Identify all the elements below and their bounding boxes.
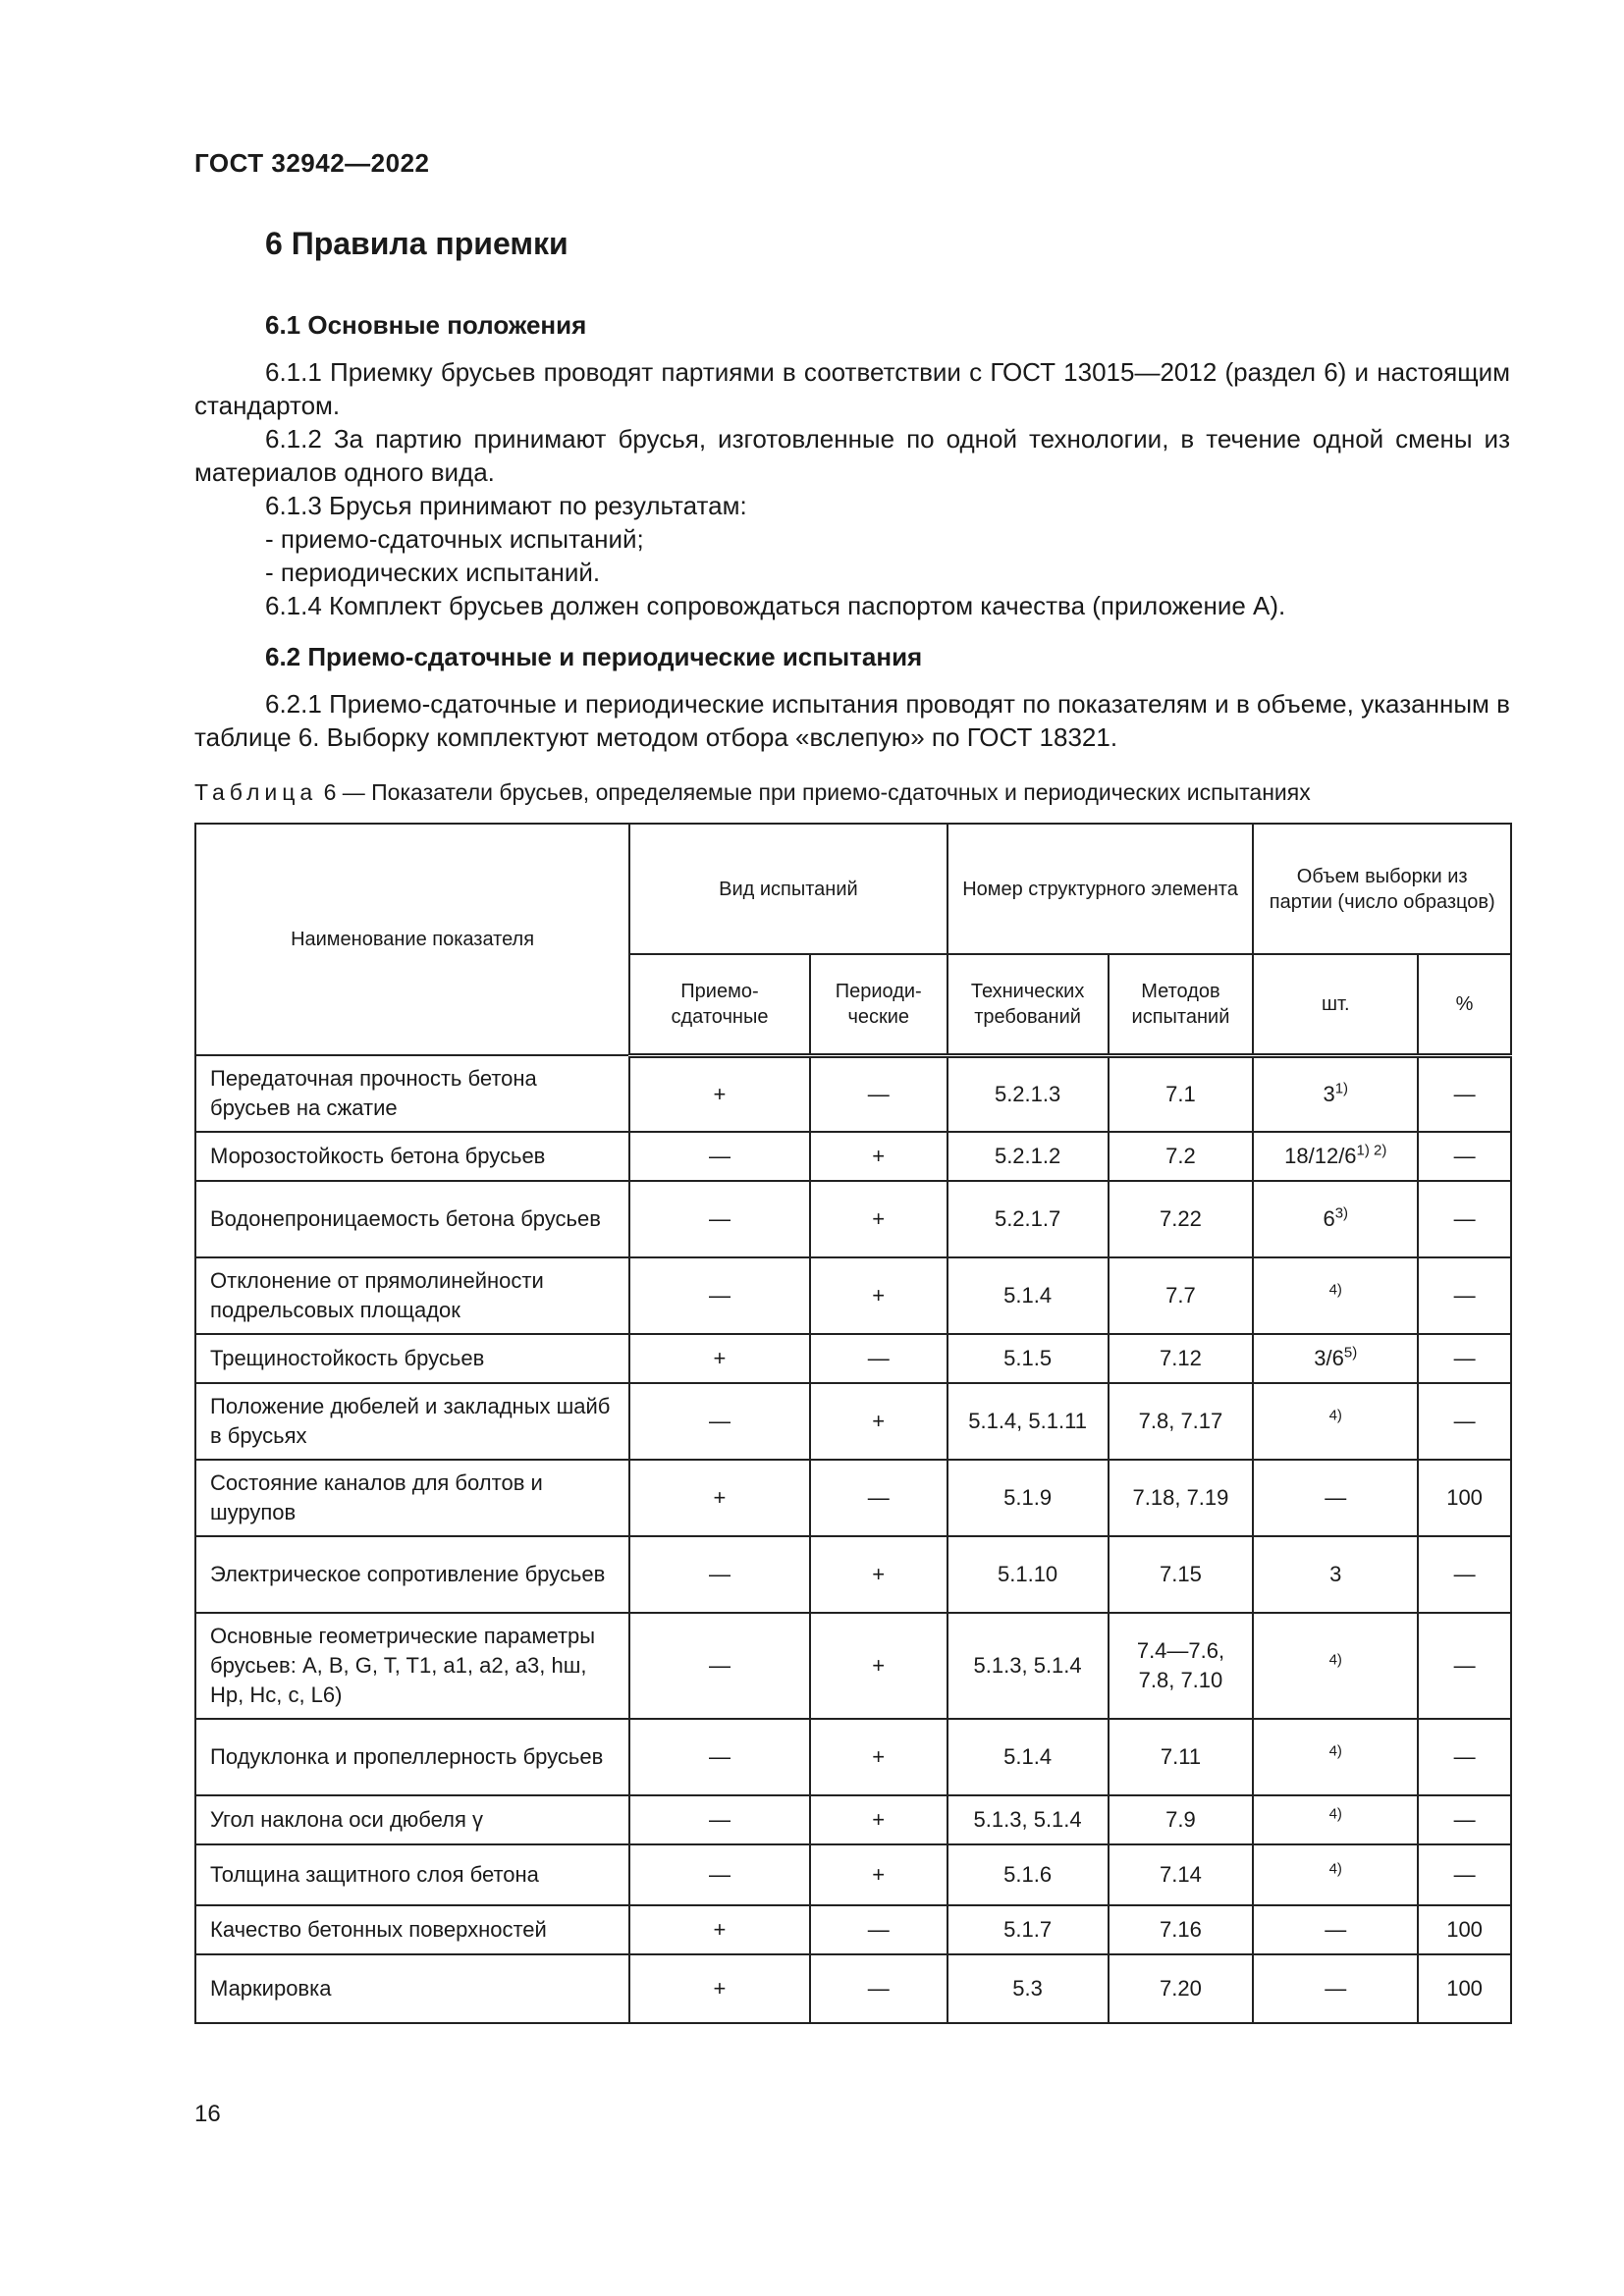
cell-test-method	[1109, 1795, 1254, 1844]
cell-periodic	[810, 1954, 947, 2023]
cell-tech-requirement-value: 5.1.4, 5.1.11	[968, 1409, 1087, 1433]
cell-test-method	[1109, 1954, 1254, 2023]
subsection-title-6-1: 6.1 Основные положения	[265, 310, 587, 340]
table-row	[195, 1954, 1511, 2023]
cell-pieces	[1253, 1181, 1418, 1257]
cell-test-method	[1109, 1055, 1254, 1132]
cell-percent-value: 100	[1446, 1976, 1483, 2001]
cell-pieces	[1253, 1536, 1418, 1613]
cell-tech-requirement-value: 5.2.1.2	[994, 1144, 1061, 1168]
cell-periodic	[810, 1460, 947, 1536]
cell-acceptance	[629, 1334, 810, 1383]
header-sample-volume: Объем выборки из партии (число образцов)	[1253, 824, 1511, 954]
cell-test-method-value: 7.8, 7.17	[1138, 1409, 1223, 1433]
cell-test-method	[1109, 1719, 1254, 1795]
cell-tech-requirement-value: 5.2.1.7	[994, 1206, 1061, 1231]
cell-percent	[1418, 1132, 1511, 1181]
cell-pieces-value: 3	[1323, 1081, 1335, 1106]
cell-acceptance	[629, 1954, 810, 2023]
cell-test-method-value: 7.7	[1165, 1283, 1196, 1308]
paragraph-6-1-1: 6.1.1 Приемку брусьев проводят партиями в соответствии с ГОСТ 13015—2012 (раздел 6) и настоящим стандартом.	[194, 357, 1510, 420]
section-6-2-body	[194, 687, 1510, 754]
cell-acceptance-value: —	[708, 1144, 731, 1168]
page-number: 16	[194, 2101, 221, 2127]
cell-periodic-value: —	[867, 1976, 890, 2001]
cell-tech-requirement	[947, 1613, 1109, 1719]
cell-indicator-name	[195, 1536, 629, 1613]
paragraph-6-1-3: 6.1.3 Брусья принимают по результатам:	[265, 491, 747, 520]
cell-percent	[1418, 1954, 1511, 2023]
cell-pieces-value: —	[1325, 1917, 1347, 1942]
cell-acceptance	[629, 1132, 810, 1181]
cell-percent-value: —	[1453, 1807, 1476, 1832]
cell-indicator-name-value: Толщина защитного слоя бетона	[210, 1862, 539, 1887]
cell-test-method	[1109, 1132, 1254, 1181]
cell-acceptance	[629, 1795, 810, 1844]
cell-pieces-value: 3	[1329, 1562, 1342, 1586]
table-row	[195, 1905, 1511, 1954]
cell-periodic-value: +	[872, 1144, 886, 1168]
cell-acceptance	[629, 1536, 810, 1613]
cell-percent	[1418, 1844, 1511, 1905]
cell-indicator-name-value: Отклонение от прямолинейности подрельсовых площадок	[210, 1268, 544, 1322]
cell-acceptance-value: —	[708, 1409, 731, 1433]
cell-tech-requirement-value: 5.2.1.3	[994, 1081, 1061, 1106]
cell-percent-value: —	[1453, 1081, 1476, 1106]
cell-indicator-name	[195, 1954, 629, 2023]
indicators-table	[194, 823, 1512, 2024]
footnote-ref: 4)	[1328, 1651, 1342, 1669]
cell-indicator-name-value: Морозостойкость бетона брусьев	[210, 1144, 546, 1168]
cell-test-method-value: 7.1	[1165, 1081, 1196, 1106]
cell-percent	[1418, 1905, 1511, 1954]
cell-test-method	[1109, 1844, 1254, 1905]
cell-tech-requirement	[947, 1795, 1109, 1844]
cell-periodic	[810, 1905, 947, 1954]
footnote-ref: 5)	[1343, 1344, 1358, 1362]
cell-percent	[1418, 1536, 1511, 1613]
cell-tech-requirement	[947, 1257, 1109, 1334]
cell-tech-requirement-value: 5.1.5	[1003, 1346, 1053, 1370]
cell-tech-requirement-value: 5.1.9	[1003, 1485, 1053, 1510]
cell-indicator-name-value: Угол наклона оси дюбеля γ	[210, 1807, 483, 1832]
cell-percent	[1418, 1795, 1511, 1844]
cell-periodic-value: +	[872, 1653, 886, 1678]
cell-acceptance-value: +	[713, 1976, 727, 2001]
cell-periodic	[810, 1055, 947, 1132]
cell-periodic-value: +	[872, 1206, 886, 1231]
cell-test-method-value: 7.12	[1160, 1346, 1202, 1370]
table-row	[195, 1844, 1511, 1905]
cell-indicator-name	[195, 1719, 629, 1795]
footnote-ref: 1) 2)	[1356, 1142, 1387, 1159]
cell-pieces	[1253, 1055, 1418, 1132]
table-row	[195, 1132, 1511, 1181]
cell-indicator-name	[195, 1383, 629, 1460]
cell-acceptance-value: —	[708, 1653, 731, 1678]
cell-indicator-name	[195, 1132, 629, 1181]
cell-periodic-value: —	[867, 1917, 890, 1942]
cell-test-method-value: 7.4—7.6, 7.8, 7.10	[1136, 1638, 1225, 1692]
cell-percent	[1418, 1383, 1511, 1460]
header-indicator-name: Наименование показателя	[195, 824, 629, 1055]
table-row	[195, 1719, 1511, 1795]
cell-pieces-value: 3/6	[1314, 1346, 1344, 1370]
cell-test-method-value: 7.14	[1160, 1862, 1202, 1887]
cell-percent	[1418, 1181, 1511, 1257]
cell-periodic	[810, 1383, 947, 1460]
table-row	[195, 1536, 1511, 1613]
cell-tech-requirement	[947, 1055, 1109, 1132]
cell-test-method	[1109, 1181, 1254, 1257]
cell-periodic	[810, 1132, 947, 1181]
cell-acceptance	[629, 1383, 810, 1460]
cell-tech-requirement-value: 5.1.3, 5.1.4	[973, 1807, 1082, 1832]
cell-acceptance	[629, 1613, 810, 1719]
cell-acceptance-value: +	[713, 1346, 727, 1370]
cell-tech-requirement	[947, 1132, 1109, 1181]
cell-percent	[1418, 1460, 1511, 1536]
cell-test-method	[1109, 1460, 1254, 1536]
cell-tech-requirement	[947, 1181, 1109, 1257]
cell-indicator-name-value: Состояние каналов для болтов и шурупов	[210, 1470, 543, 1524]
cell-periodic	[810, 1795, 947, 1844]
cell-percent-value: 100	[1446, 1917, 1483, 1942]
cell-pieces-value: —	[1325, 1485, 1347, 1510]
cell-percent	[1418, 1719, 1511, 1795]
cell-pieces	[1253, 1460, 1418, 1536]
document-header: ГОСТ 32942—2022	[194, 148, 430, 178]
cell-test-method-value: 7.16	[1160, 1917, 1202, 1942]
cell-acceptance	[629, 1905, 810, 1954]
header-periodic: Периоди-ческие	[810, 954, 947, 1055]
table-caption-text: 6 — Показатели брусьев, определяемые при приемо-сдаточных и периодических испытаниях	[317, 779, 1311, 805]
cell-indicator-name-value: Подуклонка и пропеллерность брусьев	[210, 1744, 604, 1769]
cell-periodic-value: +	[872, 1744, 886, 1769]
cell-indicator-name	[195, 1795, 629, 1844]
cell-acceptance	[629, 1460, 810, 1536]
table-row	[195, 1795, 1511, 1844]
cell-test-method	[1109, 1257, 1254, 1334]
footnote-ref: 4)	[1328, 1860, 1342, 1878]
table-row	[195, 1460, 1511, 1536]
cell-indicator-name-value: Положение дюбелей и закладных шайб в брусьях	[210, 1394, 611, 1448]
table-caption	[194, 779, 1311, 806]
cell-periodic	[810, 1719, 947, 1795]
cell-pieces	[1253, 1844, 1418, 1905]
cell-tech-requirement	[947, 1536, 1109, 1613]
cell-test-method-value: 7.22	[1160, 1206, 1202, 1231]
list-item: - периодических испытаний.	[265, 558, 601, 587]
cell-periodic-value: +	[872, 1283, 886, 1308]
cell-pieces	[1253, 1257, 1418, 1334]
cell-percent-value: —	[1453, 1744, 1476, 1769]
cell-tech-requirement	[947, 1905, 1109, 1954]
cell-indicator-name-value: Трещиностойкость брусьев	[210, 1346, 485, 1370]
table-row	[195, 1055, 1511, 1132]
cell-periodic-value: +	[872, 1862, 886, 1887]
cell-acceptance	[629, 1181, 810, 1257]
cell-test-method	[1109, 1383, 1254, 1460]
cell-acceptance-value: —	[708, 1744, 731, 1769]
cell-acceptance-value: —	[708, 1807, 731, 1832]
cell-percent-value: —	[1453, 1206, 1476, 1231]
header-test-methods: Методов испытаний	[1109, 954, 1254, 1055]
cell-periodic	[810, 1844, 947, 1905]
cell-periodic-value: —	[867, 1485, 890, 1510]
cell-pieces-value: 18/12/6	[1284, 1144, 1357, 1168]
table-row	[195, 1257, 1511, 1334]
cell-percent-value: —	[1453, 1346, 1476, 1370]
cell-acceptance	[629, 1257, 810, 1334]
cell-periodic-value: +	[872, 1409, 886, 1433]
cell-periodic-value: +	[872, 1562, 886, 1586]
cell-periodic	[810, 1257, 947, 1334]
table-row	[195, 1383, 1511, 1460]
cell-pieces	[1253, 1613, 1418, 1719]
cell-indicator-name-value: Основные геометрические параметры брусьев: A, B, G, T, T1, a1, a2, a3, hш, Hр, Hс, c, L6)	[210, 1624, 596, 1707]
paragraph-6-2-1: 6.2.1 Приемо-сдаточные и периодические испытания проводят по показателям и в объеме, указанным в таблице 6. Выборку комплектуют методом отбора «вслепую» по ГОСТ 18321.	[194, 689, 1510, 752]
cell-acceptance-value: —	[708, 1862, 731, 1887]
cell-indicator-name	[195, 1844, 629, 1905]
paragraph-6-1-4: 6.1.4 Комплект брусьев должен сопровождаться паспортом качества (приложение А).	[265, 591, 1286, 620]
section-6-1-body	[194, 355, 1510, 622]
cell-pieces	[1253, 1132, 1418, 1181]
footnote-ref: 4)	[1328, 1281, 1342, 1299]
cell-tech-requirement	[947, 1383, 1109, 1460]
cell-percent-value: —	[1453, 1862, 1476, 1887]
header-pieces: шт.	[1253, 954, 1418, 1055]
cell-indicator-name	[195, 1613, 629, 1719]
cell-periodic-value: +	[872, 1807, 886, 1832]
cell-tech-requirement-value: 5.1.4	[1003, 1744, 1053, 1769]
cell-percent	[1418, 1334, 1511, 1383]
cell-test-method-value: 7.2	[1165, 1144, 1196, 1168]
cell-indicator-name	[195, 1055, 629, 1132]
header-structural-element: Номер структурного элемента	[947, 824, 1254, 954]
cell-acceptance-value: —	[708, 1283, 731, 1308]
cell-tech-requirement-value: 5.1.3, 5.1.4	[973, 1653, 1082, 1678]
cell-percent	[1418, 1257, 1511, 1334]
cell-periodic-value: —	[867, 1081, 890, 1106]
table-row	[195, 1181, 1511, 1257]
paragraph-6-1-2: 6.1.2 За партию принимают брусья, изготовленные по одной технологии, в течение одной смены из материалов одного вида.	[194, 424, 1510, 487]
cell-acceptance	[629, 1055, 810, 1132]
cell-pieces	[1253, 1719, 1418, 1795]
cell-acceptance-value: +	[713, 1081, 727, 1106]
cell-tech-requirement	[947, 1844, 1109, 1905]
cell-acceptance-value: +	[713, 1917, 727, 1942]
cell-tech-requirement	[947, 1460, 1109, 1536]
cell-percent-value: 100	[1446, 1485, 1483, 1510]
cell-indicator-name-value: Водонепроницаемость бетона брусьев	[210, 1206, 601, 1231]
cell-test-method-value: 7.18, 7.19	[1132, 1485, 1229, 1510]
cell-percent-value: —	[1453, 1144, 1476, 1168]
cell-indicator-name-value: Электрическое сопротивление брусьев	[210, 1562, 606, 1586]
cell-tech-requirement-value: 5.3	[1012, 1976, 1043, 2001]
cell-tech-requirement-value: 5.1.10	[998, 1562, 1058, 1586]
cell-periodic	[810, 1334, 947, 1383]
cell-indicator-name	[195, 1460, 629, 1536]
cell-periodic	[810, 1613, 947, 1719]
cell-percent-value: —	[1453, 1653, 1476, 1678]
cell-periodic	[810, 1181, 947, 1257]
header-test-kind: Вид испытаний	[629, 824, 947, 954]
cell-percent	[1418, 1613, 1511, 1719]
cell-acceptance-value: —	[708, 1206, 731, 1231]
cell-tech-requirement-value: 5.1.6	[1003, 1862, 1053, 1887]
cell-periodic-value: —	[867, 1346, 890, 1370]
cell-percent-value: —	[1453, 1562, 1476, 1586]
cell-acceptance-value: +	[713, 1485, 727, 1510]
cell-tech-requirement	[947, 1334, 1109, 1383]
table-row	[195, 1334, 1511, 1383]
header-percent: %	[1418, 954, 1511, 1055]
cell-indicator-name	[195, 1334, 629, 1383]
cell-pieces	[1253, 1334, 1418, 1383]
cell-tech-requirement-value: 5.1.7	[1003, 1917, 1053, 1942]
cell-percent-value: —	[1453, 1409, 1476, 1433]
cell-test-method-value: 7.15	[1160, 1562, 1202, 1586]
cell-indicator-name	[195, 1905, 629, 1954]
cell-pieces	[1253, 1383, 1418, 1460]
cell-indicator-name-value: Передаточная прочность бетона брусьев на сжатие	[210, 1066, 537, 1120]
cell-pieces-value: —	[1325, 1976, 1347, 2001]
cell-tech-requirement	[947, 1719, 1109, 1795]
footnote-ref: 4)	[1328, 1407, 1342, 1424]
cell-pieces-value: 6	[1323, 1206, 1335, 1231]
cell-acceptance-value: —	[708, 1562, 731, 1586]
cell-pieces	[1253, 1905, 1418, 1954]
cell-test-method	[1109, 1613, 1254, 1719]
footnote-ref: 3)	[1334, 1204, 1349, 1222]
table-caption-word: Таблица	[194, 779, 318, 805]
cell-indicator-name-value: Качество бетонных поверхностей	[210, 1917, 547, 1942]
cell-pieces	[1253, 1954, 1418, 2023]
cell-percent-value: —	[1453, 1283, 1476, 1308]
cell-test-method-value: 7.11	[1160, 1744, 1202, 1769]
cell-test-method	[1109, 1536, 1254, 1613]
cell-acceptance	[629, 1844, 810, 1905]
footnote-ref: 1)	[1334, 1080, 1349, 1097]
cell-test-method-value: 7.9	[1165, 1807, 1196, 1832]
header-tech-requirements: Технических требований	[947, 954, 1109, 1055]
header-acceptance: Приемо-сдаточные	[629, 954, 810, 1055]
cell-tech-requirement-value: 5.1.4	[1003, 1283, 1053, 1308]
footnote-ref: 4)	[1328, 1805, 1342, 1823]
cell-test-method	[1109, 1905, 1254, 1954]
cell-indicator-name-value: Маркировка	[210, 1976, 332, 2001]
table-row	[195, 1613, 1511, 1719]
cell-indicator-name	[195, 1181, 629, 1257]
list-item: - приемо-сдаточных испытаний;	[265, 524, 644, 554]
subsection-title-6-2: 6.2 Приемо-сдаточные и периодические испытания	[265, 642, 923, 671]
cell-acceptance	[629, 1719, 810, 1795]
cell-test-method-value: 7.20	[1160, 1976, 1202, 2001]
cell-pieces	[1253, 1795, 1418, 1844]
cell-test-method	[1109, 1334, 1254, 1383]
cell-periodic	[810, 1536, 947, 1613]
footnote-ref: 4)	[1328, 1742, 1342, 1760]
cell-tech-requirement	[947, 1954, 1109, 2023]
cell-indicator-name	[195, 1257, 629, 1334]
section-title: 6 Правила приемки	[265, 226, 568, 261]
cell-percent	[1418, 1055, 1511, 1132]
